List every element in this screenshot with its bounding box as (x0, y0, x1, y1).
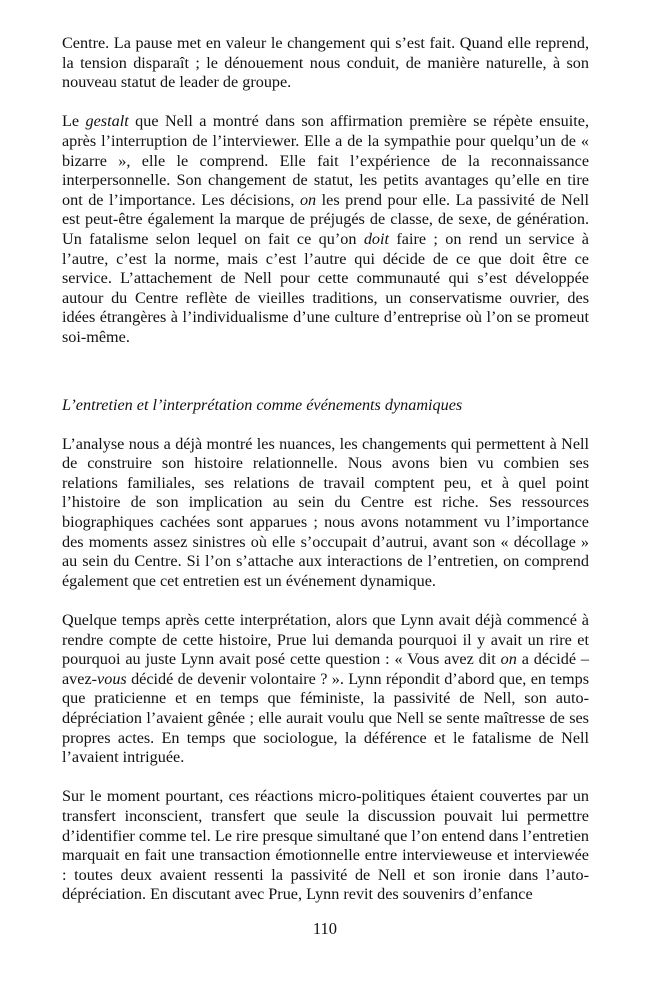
paragraph-text: Quelque temps après cette interprétation, alors que Lynn avait déjà commencé à rendre compte de cette histoire, Prue lui demanda pourquoi il y avait un rire et pourquoi au juste Lynn avait posé cette question : « Vous avez dit (62, 611, 589, 669)
paragraph-text: L’analyse nous a déjà montré les nuances, les changements qui permettent à Nell de construire son histoire relationnelle. Nous avons bien vu combien ses relations familiales, ses relations de travail comptent peu, et à quel point l’histoire de son implication au sein du Centre est riche. Ses ressources biographiques cachées sont apparues ; nous avons notamment vu l’importance des moments assez sinistres où elle s’occupait d’autrui, avant son « décollage » au sein du Centre. Si l’on s’attache aux interactions de l’entretien, on comprend également que cet entretien est un événement dynamique. (62, 434, 589, 590)
paragraph-5 (62, 787, 589, 905)
paragraph-text: Centre. La pause met en valeur le changement qui s’est fait. Quand elle reprend, la tension disparaît ; le dénouement nous conduit, de manière naturelle, à son nouveau statut de leader de groupe. (62, 34, 589, 92)
document-page (62, 34, 589, 925)
page-number: 110 (312, 919, 338, 938)
paragraph-2 (62, 112, 589, 347)
paragraph-4 (62, 611, 589, 768)
italic-term: vous (97, 669, 127, 688)
italic-term: on (299, 190, 317, 209)
paragraph-text: décidé de devenir volontaire ? ». Lynn répondit d’abord que, en temps que praticienne et en temps que féministe, la passivité de Nell, son auto-dépréciation l’avaient gênée ; elle aurait voulu que Nell se sente maîtresse de ses propres actes. En temps que sociologue, la déférence et le fatalisme de Nell l’avaient intriguée. (62, 669, 589, 767)
paragraph-text: Le (62, 112, 86, 131)
section-heading: L’entretien et l’interprétation comme événements dynamiques (62, 395, 463, 414)
paragraph-text: les prend pour elle. La passivité de Nell est peut-être également la marque de préjugés de classe, de sexe, de génération. Un fatalisme selon lequel on fait ce qu’on (62, 190, 590, 248)
paragraph-3 (62, 435, 589, 592)
paragraph-text: Sur le moment pourtant, ces réactions micro-politiques étaient couvertes par un transfert inconscient, transfert que seule la discussion pouvait lui permettre d’identifier comme tel. Le rire presque simultané que l’on entend dans l’entretien marquait en fait une transaction émotionnelle entre intervieweuse et interviewée : toutes deux avaient ressenti la passivité de Nell et son ironie dans l’auto-dépréciation. En discutant avec Prue, Lynn revit des souvenirs d’enfance (62, 787, 589, 904)
italic-term: on (500, 650, 517, 669)
paragraph-text: a décidé – avez- (62, 650, 589, 688)
paragraph-text: que Nell a montré dans son affirmation première se répète ensuite, après l’interruption de l’interviewer. Elle a de la sympathie pour quelqu’un de « bizarre », elle le comprend. Elle fait l’expérience de la reconnaissance interpersonnelle. Son changement de statut, les petits avantages qu’elle en tire ont de l’importance. Les décisions, (62, 112, 589, 209)
paragraph-text: faire ; on rend un service à l’autre, c’est la norme, mais c’est l’autre qui décide de ce que doit être ce service. L’attachement de Nell pour cette communauté qui s’est développée autour du Centre reflète de vieilles traditions, un conservatisme ouvrier, des idées étrangères à l’individualisme d’une culture d’entreprise où l’on se promeut soi-même. (62, 229, 589, 346)
italic-term: doit (363, 229, 389, 248)
italic-term: gestalt (85, 112, 129, 131)
paragraph-1 (62, 34, 589, 93)
